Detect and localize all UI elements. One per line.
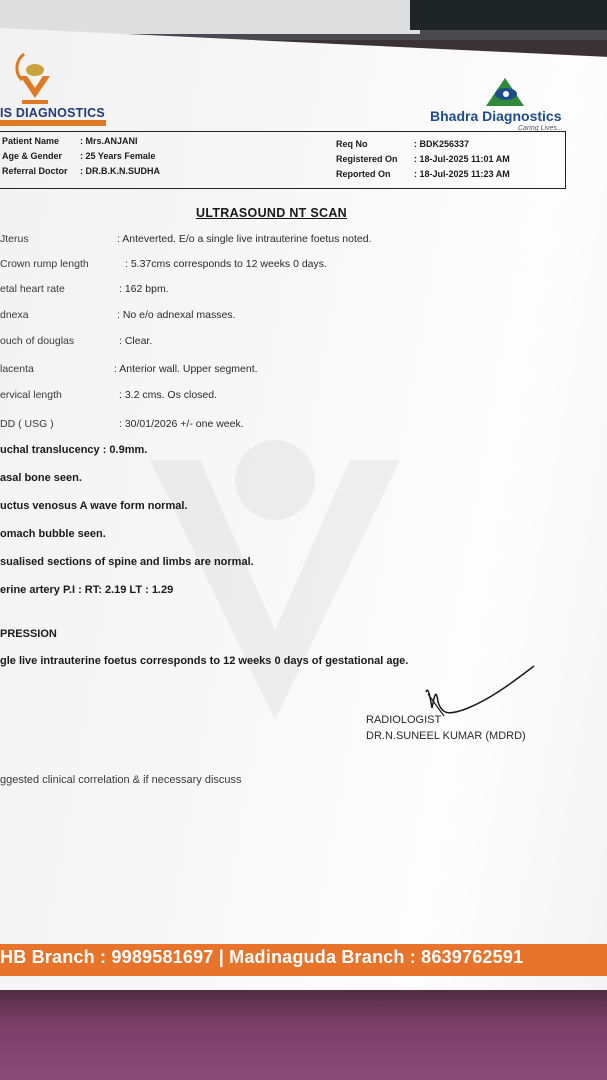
spine-limbs-line: sualised sections of spine and limbs are normal. <box>0 556 254 568</box>
ductus-venosus-line: uctus venosus A wave form normal. <box>0 500 188 512</box>
background-cloth <box>0 985 607 1080</box>
radiologist-name: DR.N.SUNEEL KUMAR (MDRD) <box>366 730 526 742</box>
nasal-bone-line: asal bone seen. <box>0 472 82 484</box>
finding-label: DD ( USG ) <box>0 418 54 430</box>
finding-label: ervical length <box>0 389 62 401</box>
req-no-value: : BDK256337 <box>414 139 470 149</box>
left-brand-underline <box>0 120 106 126</box>
finding-row <box>0 335 74 347</box>
finding-row <box>0 283 65 295</box>
right-brand-name: Bhadra Diagnostics <box>430 108 562 124</box>
finding-value: : Clear. <box>119 335 153 347</box>
reported-on-value: : 18-Jul-2025 11:23 AM <box>414 169 510 179</box>
finding-value: : 5.37cms corresponds to 12 weeks 0 days. <box>125 258 327 270</box>
finding-value: : 3.2 cms. Os closed. <box>119 389 218 401</box>
finding-label: Jterus <box>0 233 29 245</box>
age-gender-value: : 25 Years Female <box>80 151 156 161</box>
watermark-logo-icon <box>130 420 420 740</box>
stomach-bubble-line: omach bubble seen. <box>0 528 106 540</box>
finding-value: : Anterior wall. Upper segment. <box>114 363 258 375</box>
age-gender-label: Age & Gender <box>2 151 63 161</box>
finding-row <box>0 309 29 321</box>
patient-name-value: : Mrs.ANJANI <box>80 136 138 146</box>
impression-heading: PRESSION <box>0 628 57 640</box>
diagnostics-logo-icon <box>10 50 60 108</box>
left-brand-name: IS DIAGNOSTICS <box>0 106 105 120</box>
finding-row <box>0 418 54 430</box>
finding-label: dnexa <box>0 309 29 321</box>
report-title: ULTRASOUND NT SCAN <box>196 206 347 220</box>
right-brand-tagline: Caring Lives... <box>518 125 563 132</box>
finding-row <box>0 363 34 375</box>
finding-row <box>0 233 29 245</box>
nuchal-translucency-line: uchal translucency : 0.9mm. <box>0 444 148 456</box>
paper-edge-behind <box>0 0 420 34</box>
clinical-correlation-note: ggested clinical correlation & if necessary discuss <box>0 774 242 786</box>
finding-value: : Anteverted. E/o a single live intrauterine foetus noted. <box>117 233 372 245</box>
finding-value: : 30/01/2026 +/- one week. <box>119 418 244 430</box>
finding-value: : 162 bpm. <box>119 283 169 295</box>
req-no-label: Req No <box>336 139 368 149</box>
reported-on-label: Reported On <box>336 169 391 179</box>
dark-background <box>410 0 607 30</box>
finding-row <box>0 389 62 401</box>
patient-name-label: Patient Name <box>2 136 60 146</box>
finding-row <box>0 258 89 270</box>
finding-label: etal heart rate <box>0 283 65 295</box>
bhadra-eye-logo-icon <box>484 76 526 108</box>
registered-on-value: : 18-Jul-2025 11:01 AM <box>414 154 510 164</box>
impression-text: gle live intrauterine foetus corresponds to 12 weeks 0 days of gestational age. <box>0 655 409 667</box>
radiologist-role: RADIOLOGIST <box>366 714 442 726</box>
referral-doctor-value: : DR.B.K.N.SUDHA <box>80 166 160 176</box>
finding-label: ouch of douglas <box>0 335 75 347</box>
referral-doctor-label: Referral Doctor <box>2 166 68 176</box>
finding-label: Crown rump length <box>0 258 89 270</box>
footer-branch-contacts: HB Branch : 9989581697 | Madinaguda Branch : 8639762591 <box>0 947 524 967</box>
uterine-artery-line: erine artery P.I : RT: 2.19 LT : 1.29 <box>0 584 174 596</box>
registered-on-label: Registered On <box>336 154 398 164</box>
finding-value: : No e/o adnexal masses. <box>117 309 236 321</box>
finding-label: lacenta <box>0 363 34 375</box>
signature-scribble-icon <box>408 656 540 718</box>
